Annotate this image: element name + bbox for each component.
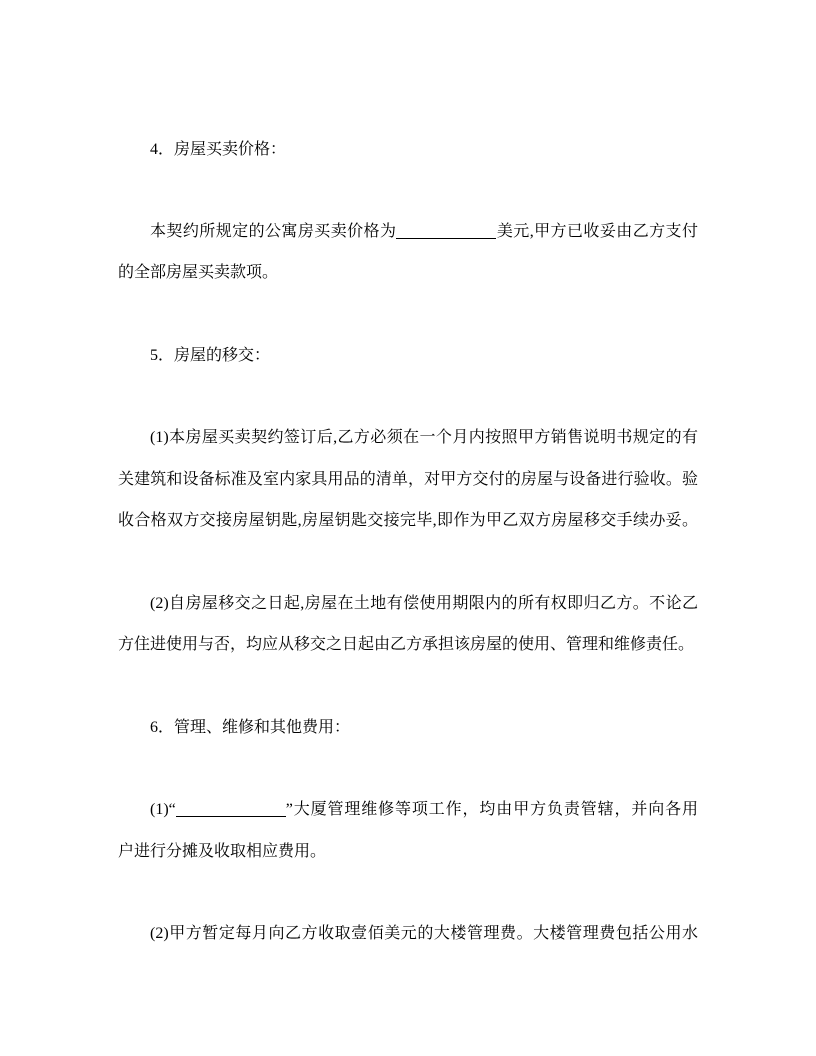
section-4-heading: 4．房屋买卖价格：	[150, 141, 287, 158]
building-name-suffix: ”大厦管理维修等项工作，均由甲方负责管辖，并向各用	[285, 801, 698, 818]
section-6-item-1-line-1	[118, 799, 698, 820]
price-sentence-prefix: 本契约所规定的公寓房买卖价格为	[150, 223, 397, 240]
price-sentence-suffix: 美元,甲方已收妥由乙方支付	[496, 223, 698, 240]
section-4-paragraph-line-1	[118, 221, 698, 242]
building-name-prefix: (1)“	[150, 801, 176, 818]
section-5-item-1-line-1: (1)本房屋买卖契约签订后,乙方必须在一个月内按照甲方销售说明书规定的有	[150, 429, 698, 446]
building-name-blank-field	[176, 801, 286, 817]
section-5-item-2-line-1: (2)自房屋移交之日起,房屋在土地有偿使用期限内的所有权即归乙方。不论乙	[150, 595, 698, 612]
section-5-heading: 5．房屋的移交：	[150, 347, 271, 364]
section-6-item-2-line-1: (2)甲方暂定每月向乙方收取壹佰美元的大楼管理费。大楼管理费包括公用水	[150, 925, 698, 942]
section-5-item-1-line-3: 收合格双方交接房屋钥匙,房屋钥匙交接完毕,即作为甲乙双方房屋移交手续办妥。	[118, 512, 698, 529]
section-6-item-1-line-2: 户进行分摊及收取相应费用。	[118, 843, 327, 860]
section-5-item-2-line-2: 方住进使用与否，均应从移交之日起由乙方承担该房屋的使用、管理和维修责任。	[118, 636, 695, 653]
section-5-item-1-line-2: 关建筑和设备标准及室内家具用品的清单，对甲方交付的房屋与设备进行验收。验	[118, 471, 698, 488]
price-blank-field	[396, 223, 496, 239]
section-6-heading: 6．管理、维修和其他费用：	[150, 719, 351, 736]
section-4-paragraph-line-2: 的全部房屋买卖款项。	[118, 264, 279, 281]
